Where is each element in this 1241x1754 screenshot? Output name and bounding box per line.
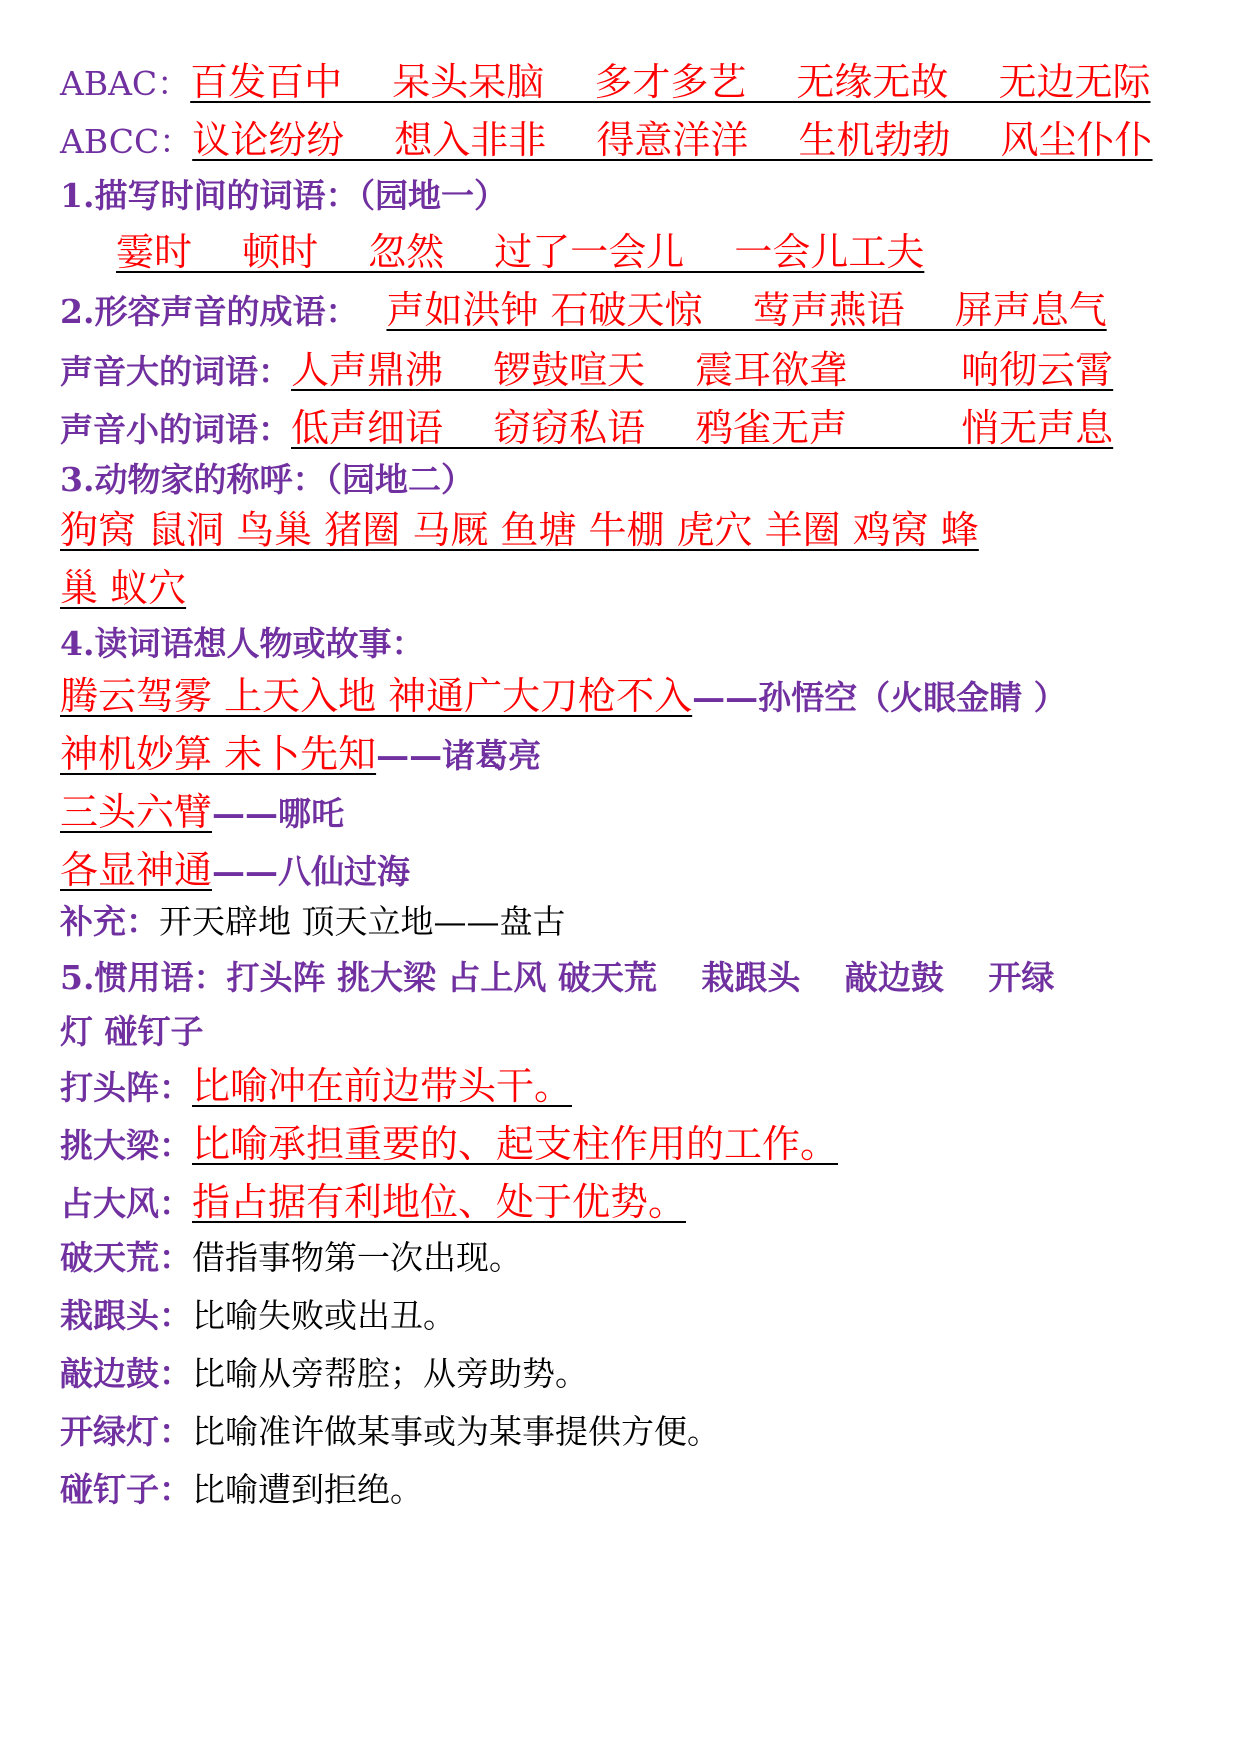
idiom-meaning: 比喻遭到拒绝。 bbox=[192, 1470, 423, 1509]
story-answer: ——八仙过海 bbox=[212, 852, 411, 891]
animal-words-line1 bbox=[60, 510, 1181, 552]
idiom-meaning: 比喻失败或出丑。 bbox=[192, 1296, 456, 1335]
story-item bbox=[60, 792, 1181, 834]
loud-line bbox=[60, 350, 1181, 392]
idiom-item bbox=[60, 1124, 1181, 1166]
story-item bbox=[60, 676, 1181, 718]
idiom-term: 栽跟头： bbox=[60, 1296, 192, 1335]
story-heading-text: 4.读词语想人物或故事： bbox=[60, 624, 425, 663]
idiom-item bbox=[60, 1240, 1181, 1276]
idiom-term: 占大风： bbox=[60, 1184, 192, 1223]
story-heading bbox=[60, 626, 1181, 662]
idiom-meaning: 比喻从旁帮腔；从旁助势。 bbox=[192, 1354, 588, 1393]
idiom-term: 开绿灯： bbox=[60, 1412, 192, 1451]
quiet-line bbox=[60, 408, 1181, 450]
supplement-line bbox=[60, 904, 1181, 940]
animal-words-2: 巢 蚁穴 bbox=[60, 566, 187, 610]
idiom-term: 打头阵： bbox=[60, 1068, 192, 1107]
idiom-item bbox=[60, 1356, 1181, 1392]
time-words: 霎时 顿时 忽然 过了一会儿 一会儿工夫 bbox=[116, 230, 925, 274]
time-words-line bbox=[116, 232, 1181, 274]
story-words: 各显神通 bbox=[60, 848, 213, 892]
abac-words: 百发百中 呆头呆脑 多才多艺 无缘无故 无边无际 bbox=[190, 60, 1151, 104]
animal-heading-text: 3.动物家的称呼：（园地二） bbox=[60, 460, 474, 499]
abcc-line bbox=[60, 120, 1181, 162]
sound-heading-line bbox=[60, 290, 1181, 332]
animal-heading bbox=[60, 462, 1181, 498]
idiom-item bbox=[60, 1472, 1181, 1508]
idiom-heading-line2 bbox=[60, 1014, 1181, 1050]
idiom-term: 挑大梁： bbox=[60, 1126, 192, 1165]
time-heading bbox=[60, 178, 1181, 214]
idiom-term: 碰钉子： bbox=[60, 1470, 192, 1509]
idiom-item bbox=[60, 1066, 1181, 1108]
supplement-text: 开天辟地 顶天立地——盘古 bbox=[159, 902, 566, 941]
story-words: 腾云驾雾 上天入地 神通广大刀枪不入 bbox=[60, 674, 693, 718]
time-heading-text: 1.描写时间的词语：（园地一） bbox=[60, 176, 507, 215]
idiom-heading-2: 灯 碰钉子 bbox=[60, 1012, 204, 1051]
quiet-words: 低声细语 窃窃私语 鸦雀无声 悄无声息 bbox=[291, 406, 1114, 450]
story-item bbox=[60, 850, 1181, 892]
abcc-label: ABCC： bbox=[60, 122, 193, 161]
story-words: 神机妙算 未卜先知 bbox=[60, 732, 377, 776]
story-answer: ——孙悟空（火眼金睛 ） bbox=[692, 678, 1067, 717]
idiom-meaning: 借指事物第一次出现。 bbox=[192, 1238, 522, 1277]
sound-heading: 2.形容声音的成语： bbox=[60, 292, 359, 331]
idiom-term: 破天荒： bbox=[60, 1238, 192, 1277]
idiom-item bbox=[60, 1182, 1181, 1224]
loud-words: 人声鼎沸 锣鼓喧天 震耳欲聋 响彻云霄 bbox=[291, 348, 1114, 392]
abcc-words: 议论纷纷 想入非非 得意洋洋 生机勃勃 风尘仆仆 bbox=[192, 118, 1153, 162]
animal-words-1: 狗窝 鼠洞 鸟巢 猪圈 马厩 鱼塘 牛棚 虎穴 羊圈 鸡窝 蜂 bbox=[60, 508, 979, 552]
quiet-label: 声音小的词语： bbox=[60, 410, 291, 449]
story-item bbox=[60, 734, 1181, 776]
idiom-item bbox=[60, 1298, 1181, 1334]
abac-label: ABAC： bbox=[60, 64, 191, 103]
story-answer: ——哪吒 bbox=[212, 794, 345, 833]
idiom-meaning: 比喻承担重要的、起支柱作用的工作。 bbox=[192, 1122, 839, 1166]
supplement-label: 补充： bbox=[60, 902, 159, 941]
idiom-term: 敲边鼓： bbox=[60, 1354, 192, 1393]
idiom-item bbox=[60, 1414, 1181, 1450]
idiom-meaning: 指占据有利地位、处于优势。 bbox=[192, 1180, 687, 1224]
animal-words-line2 bbox=[60, 568, 1181, 610]
idiom-meaning: 比喻冲在前边带头干。 bbox=[192, 1064, 573, 1108]
idiom-meaning: 比喻准许做某事或为某事提供方便。 bbox=[192, 1412, 720, 1451]
story-words: 三头六臂 bbox=[60, 790, 213, 834]
sound-words: 声如洪钟 石破天惊 莺声燕语 屏声息气 bbox=[386, 288, 1107, 332]
idiom-heading-line1 bbox=[60, 960, 1181, 996]
idiom-heading-1: 5.惯用语：打头阵 挑大梁 占上风 破天荒 栽跟头 敲边鼓 开绿 bbox=[60, 958, 1055, 997]
story-answer: ——诸葛亮 bbox=[376, 736, 542, 775]
abac-line bbox=[60, 62, 1181, 104]
loud-label: 声音大的词语： bbox=[60, 352, 291, 391]
